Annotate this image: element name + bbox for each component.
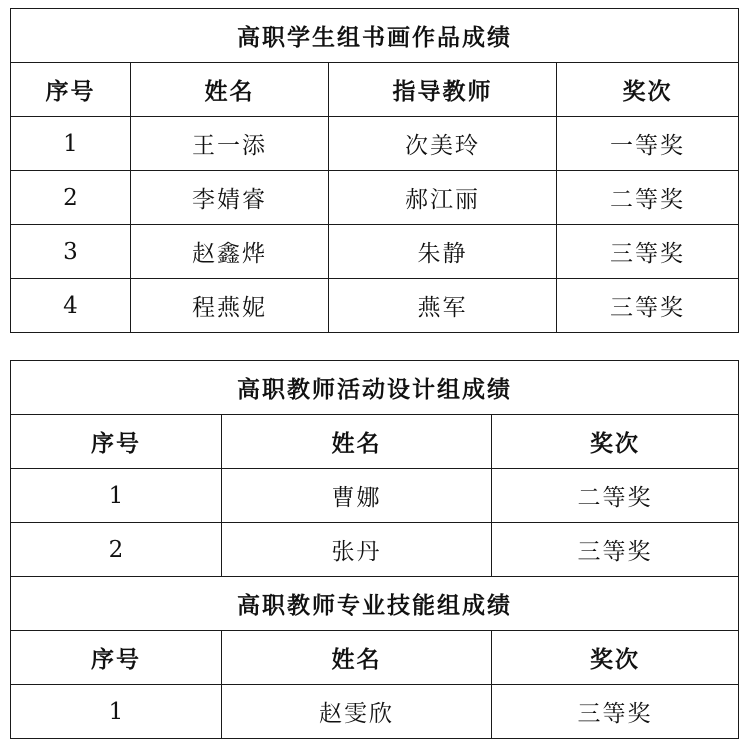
- cell-name: 张丹: [222, 523, 492, 577]
- cell-index: 2: [11, 523, 222, 577]
- table-title: 高职教师专业技能组成绩: [11, 577, 739, 631]
- table-row: [11, 523, 739, 577]
- cell-index: 4: [11, 279, 131, 333]
- table-title-row: [11, 9, 739, 63]
- cell-name: 程燕妮: [131, 279, 329, 333]
- header-award: 奖次: [557, 63, 739, 117]
- cell-advisor: 朱静: [329, 225, 557, 279]
- cell-award: 三等奖: [557, 279, 739, 333]
- cell-index: 1: [11, 469, 222, 523]
- cell-name: 李婧睿: [131, 171, 329, 225]
- table-row: [11, 279, 739, 333]
- table-row: [11, 171, 739, 225]
- header-name: 姓名: [131, 63, 329, 117]
- cell-advisor: 次美玲: [329, 117, 557, 171]
- header-index: 序号: [11, 415, 222, 469]
- header-advisor: 指导教师: [329, 63, 557, 117]
- header-award: 奖次: [492, 415, 739, 469]
- cell-award: 二等奖: [557, 171, 739, 225]
- cell-award: 三等奖: [557, 225, 739, 279]
- table-title: 高职学生组书画作品成绩: [11, 9, 739, 63]
- table-row: [11, 469, 739, 523]
- table-title-row: [11, 577, 739, 631]
- header-name: 姓名: [222, 415, 492, 469]
- cell-award: 三等奖: [492, 685, 739, 739]
- cell-name: 曹娜: [222, 469, 492, 523]
- header-index: 序号: [11, 631, 222, 685]
- table-row: [11, 685, 739, 739]
- table-title: 高职教师活动设计组成绩: [11, 361, 739, 415]
- cell-name: 赵鑫烨: [131, 225, 329, 279]
- student-painting-results-table: [10, 8, 739, 333]
- cell-name: 赵雯欣: [222, 685, 492, 739]
- cell-index: 2: [11, 171, 131, 225]
- table-header-row: [11, 415, 739, 469]
- cell-advisor: 郝江丽: [329, 171, 557, 225]
- table-title-row: [11, 361, 739, 415]
- cell-index: 1: [11, 685, 222, 739]
- header-index: 序号: [11, 63, 131, 117]
- cell-award: 一等奖: [557, 117, 739, 171]
- table-row: [11, 117, 739, 171]
- cell-award: 三等奖: [492, 523, 739, 577]
- cell-index: 3: [11, 225, 131, 279]
- table-header-row: [11, 63, 739, 117]
- cell-advisor: 燕军: [329, 279, 557, 333]
- header-name: 姓名: [222, 631, 492, 685]
- table-header-row: [11, 631, 739, 685]
- cell-index: 1: [11, 117, 131, 171]
- header-award: 奖次: [492, 631, 739, 685]
- teacher-results-table: [10, 360, 739, 739]
- table-row: [11, 225, 739, 279]
- cell-name: 王一添: [131, 117, 329, 171]
- cell-award: 二等奖: [492, 469, 739, 523]
